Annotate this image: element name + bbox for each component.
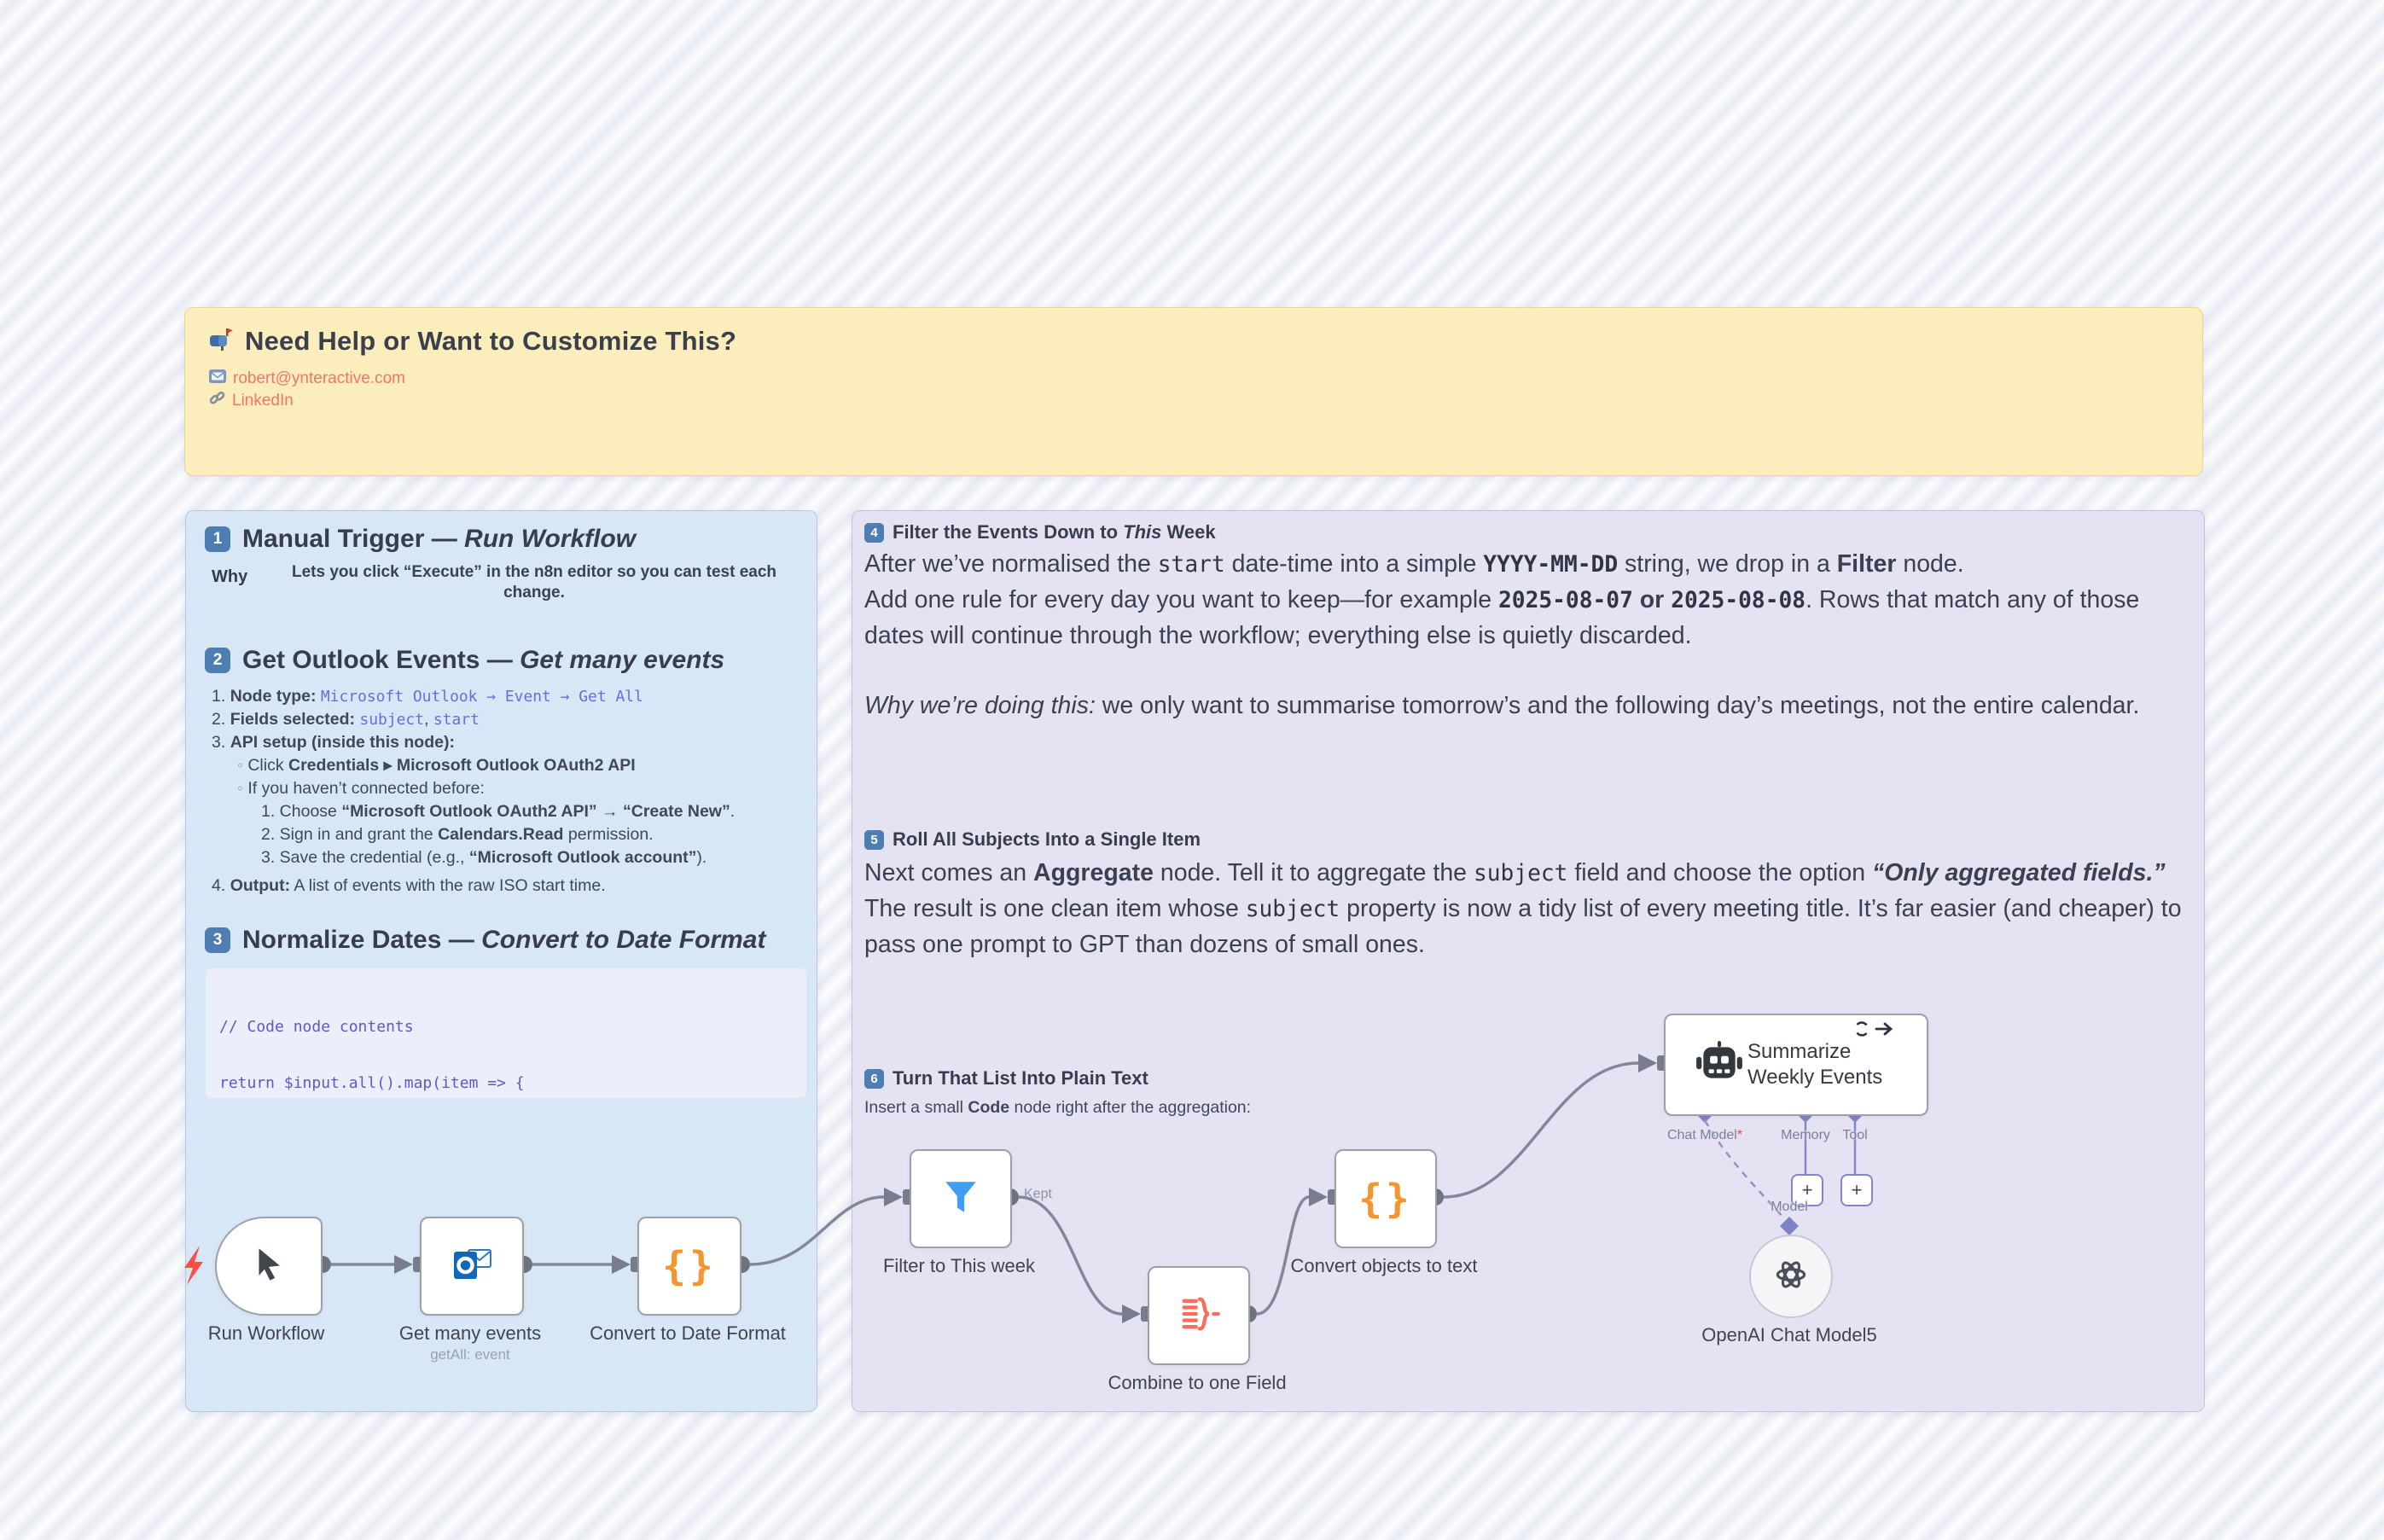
list-item: ◦ Click Credentials ▸ Microsoft Outlook OAuth2 API bbox=[237, 756, 636, 775]
list-item: 1. Node type: Microsoft Outlook → Event → Get All bbox=[212, 687, 643, 706]
section5-paragraph: Next comes an Aggregate node. Tell it to aggregate the subject field and choose the option “Only aggregated fields.” The result is one clean item whose subject property is now a tidy list of every meeting title. It’s far easier (and cheaper) to pass one prompt to GPT than dozens of small ones. bbox=[864, 859, 2182, 958]
step-badge-4: 4 bbox=[864, 523, 884, 543]
section5-heading bbox=[864, 828, 1201, 851]
port-label-tool: Tool bbox=[1842, 1128, 1868, 1142]
why-text: Lets you click “Execute” in the n8n editor so you can test each change. bbox=[291, 563, 777, 601]
section4-paragraph: After we’ve normalised the start date-time into a simple YYYY-MM-DD string, we drop in a Filter node. Add one rule for every day you want to keep—for example 2025-08-07 or 2025-08-08. Rows that match any of those dates will continue through the workflow; everything else is quietly discarded. bbox=[864, 550, 2140, 649]
agent-node-title: Summarize Weekly Events bbox=[1747, 1040, 1883, 1089]
filter-icon bbox=[939, 1176, 982, 1223]
outlook-icon bbox=[448, 1242, 496, 1291]
why-label: Why bbox=[212, 567, 248, 586]
node-convert-objects-to-text[interactable] bbox=[1334, 1149, 1437, 1248]
port-label-chat-model: Chat Model* bbox=[1666, 1128, 1743, 1142]
section4-title: Filter the Events Down to This Week bbox=[893, 521, 1216, 543]
node-label-get-many-events: Get many events bbox=[398, 1322, 542, 1344]
arrow-right-icon bbox=[1875, 1020, 1893, 1042]
node-label-filter-to-this-week: Filter to This week bbox=[882, 1255, 1036, 1276]
node-filter-to-this-week[interactable] bbox=[910, 1149, 1012, 1248]
section1-heading bbox=[205, 525, 636, 554]
node-convert-to-date-format[interactable] bbox=[637, 1217, 741, 1316]
list-item: 3. API setup (inside this node): bbox=[212, 733, 455, 752]
list-item: 2. Fields selected: subject, start bbox=[212, 710, 480, 729]
cursor-icon bbox=[249, 1245, 288, 1288]
edge-label-kept: Kept bbox=[1024, 1187, 1052, 1201]
agent-corner-icons bbox=[1853, 1020, 1893, 1042]
node-openai-chat-model[interactable] bbox=[1749, 1235, 1833, 1318]
plus-icon: + bbox=[1851, 1179, 1863, 1200]
node-sublabel-getall-event: getAll: event bbox=[430, 1346, 510, 1363]
node-combine-to-one-field[interactable] bbox=[1148, 1266, 1250, 1365]
openai-icon bbox=[1770, 1253, 1812, 1300]
node-label-combine-to-one-field: Combine to one Field bbox=[1108, 1372, 1287, 1393]
code-braces-icon: {} bbox=[1358, 1176, 1413, 1222]
port-label-model: Model bbox=[1771, 1200, 1808, 1214]
email-icon bbox=[209, 369, 226, 388]
step-badge-5: 5 bbox=[864, 830, 884, 850]
node-label-convert-objects-to-text: Convert objects to text bbox=[1290, 1255, 1478, 1276]
node-get-many-events[interactable] bbox=[420, 1217, 524, 1316]
code-snippet[interactable]: // Code node contents return $input.all().map(item => { bbox=[206, 968, 806, 1098]
linkedin-link-label[interactable]: LinkedIn bbox=[232, 391, 294, 410]
list-item: 1. Choose “Microsoft Outlook OAuth2 API” → “Create New”. bbox=[261, 802, 736, 821]
help-note-title: Need Help or Want to Customize This? bbox=[245, 325, 737, 356]
list-item: 3. Save the credential (e.g., “Microsoft Outlook account”). bbox=[261, 848, 707, 867]
refresh-icon bbox=[1853, 1020, 1870, 1042]
mailbox-icon bbox=[207, 325, 235, 357]
robot-icon bbox=[1695, 1038, 1744, 1092]
code-braces-icon: {} bbox=[662, 1243, 717, 1289]
node-label-run-workflow: Run Workflow bbox=[207, 1322, 325, 1344]
plus-icon: + bbox=[1801, 1179, 1813, 1200]
step-badge-3: 3 bbox=[205, 927, 230, 953]
port-label-memory: Memory bbox=[1781, 1128, 1830, 1142]
add-tool-button[interactable] bbox=[1840, 1174, 1873, 1206]
linkedin-link[interactable] bbox=[209, 390, 294, 411]
section5-title: Roll All Subjects Into a Single Item bbox=[893, 828, 1201, 850]
section1-title: Manual Trigger — Run Workflow bbox=[242, 525, 637, 553]
node-label-openai-chat-model5: OpenAI Chat Model5 bbox=[1701, 1324, 1877, 1345]
section2-title: Get Outlook Events — Get many events bbox=[242, 646, 725, 674]
section4-why-paragraph: Why we’re doing this: we only want to summarise tomorrow’s and the following day’s meetings, not the entire calendar. bbox=[864, 692, 2140, 719]
link-icon bbox=[209, 390, 225, 411]
help-title-row bbox=[207, 325, 736, 357]
step-badge-1: 1 bbox=[205, 526, 230, 552]
email-link[interactable] bbox=[209, 369, 405, 388]
node-manual-trigger[interactable] bbox=[215, 1217, 323, 1316]
section4-heading bbox=[864, 521, 1216, 543]
section3-title: Normalize Dates — Convert to Date Format bbox=[242, 926, 766, 954]
list-item: ◦ If you haven’t connected before: bbox=[237, 779, 485, 798]
step-badge-2: 2 bbox=[205, 648, 230, 673]
email-link-label[interactable]: robert@ynteractive.com bbox=[233, 369, 405, 387]
section3-heading bbox=[205, 926, 765, 955]
aggregate-icon bbox=[1177, 1292, 1221, 1340]
sticky-note-filter-aggregate[interactable] bbox=[852, 510, 2205, 1412]
node-label-convert-to-date-format: Convert to Date Format bbox=[590, 1322, 786, 1344]
section2-heading bbox=[205, 646, 724, 675]
list-item: 4. Output: A list of events with the raw ISO start time. bbox=[212, 876, 606, 895]
section6-title: Turn That List Into Plain Text bbox=[893, 1067, 1148, 1089]
section6-paragraph: Insert a small Code node right after the aggregation: bbox=[864, 1098, 1252, 1117]
list-item: 2. Sign in and grant the Calendars.Read permission. bbox=[261, 825, 654, 844]
sticky-note-help[interactable] bbox=[184, 307, 2203, 476]
step-badge-6: 6 bbox=[864, 1069, 884, 1089]
section6-heading bbox=[864, 1067, 1148, 1090]
